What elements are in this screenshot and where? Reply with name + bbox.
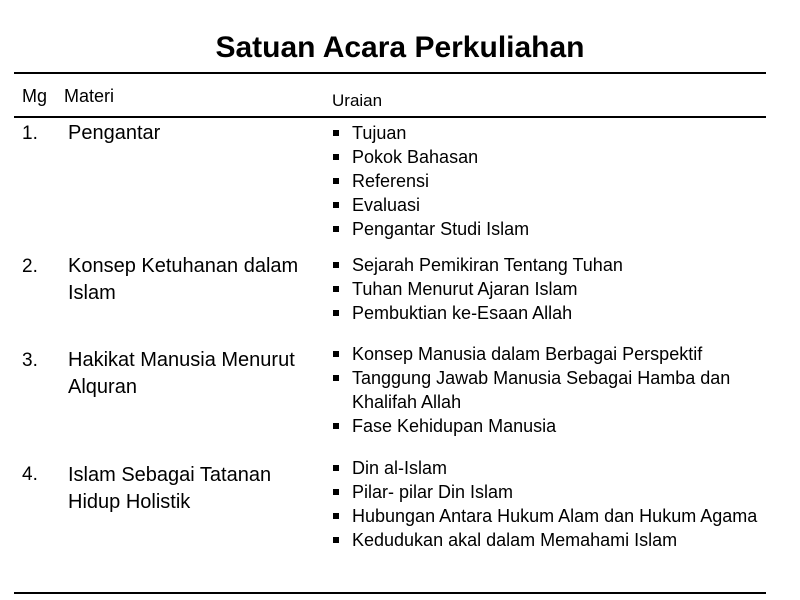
column-header-mg: Mg — [22, 86, 48, 106]
list-item: Tanggung Jawab Manusia Sebagai Hamba dan Khalifah Allah — [330, 366, 780, 414]
header-divider-rule — [14, 116, 766, 118]
list-item: Tujuan — [330, 121, 780, 145]
row-topic: Konsep Ketuhanan dalam Islam — [68, 255, 299, 304]
row-number: 3. — [22, 350, 38, 371]
row-number: 2. — [22, 256, 38, 277]
row-items-list — [330, 253, 780, 325]
column-header-uraian: Uraian — [332, 91, 383, 110]
row-number: 4. — [22, 464, 38, 485]
row-items-list — [330, 121, 780, 241]
list-item: Pokok Bahasan — [330, 145, 780, 169]
list-item: Pembuktian ke-Esaan Allah — [330, 301, 780, 325]
row-topic: Islam Sebagai Tatanan Hidup Holistik — [68, 464, 272, 513]
table-top-rule — [14, 72, 766, 74]
page-title: Satuan Acara Perkuliahan — [215, 31, 585, 64]
list-item: Sejarah Pemikiran Tentang Tuhan — [330, 253, 780, 277]
list-item: Tuhan Menurut Ajaran Islam — [330, 277, 780, 301]
row-items-list — [330, 342, 780, 438]
list-item: Evaluasi — [330, 193, 780, 217]
list-item: Hubungan Antara Hukum Alam dan Hukum Agama — [330, 504, 780, 528]
list-item: Pengantar Studi Islam — [330, 217, 780, 241]
row-topic: Pengantar — [68, 122, 161, 144]
row-number: 1. — [22, 123, 38, 144]
list-item: Din al-Islam — [330, 456, 780, 480]
list-item: Kedudukan akal dalam Memahami Islam — [330, 528, 780, 552]
row-items-list — [330, 456, 780, 552]
list-item: Konsep Manusia dalam Berbagai Perspektif — [330, 342, 780, 366]
list-item: Referensi — [330, 169, 780, 193]
list-item: Fase Kehidupan Manusia — [330, 414, 780, 438]
table-bottom-rule — [14, 592, 766, 594]
row-topic: Hakikat Manusia Menurut Alquran — [68, 349, 295, 398]
list-item: Pilar- pilar Din Islam — [330, 480, 780, 504]
column-header-materi: Materi — [64, 86, 115, 106]
